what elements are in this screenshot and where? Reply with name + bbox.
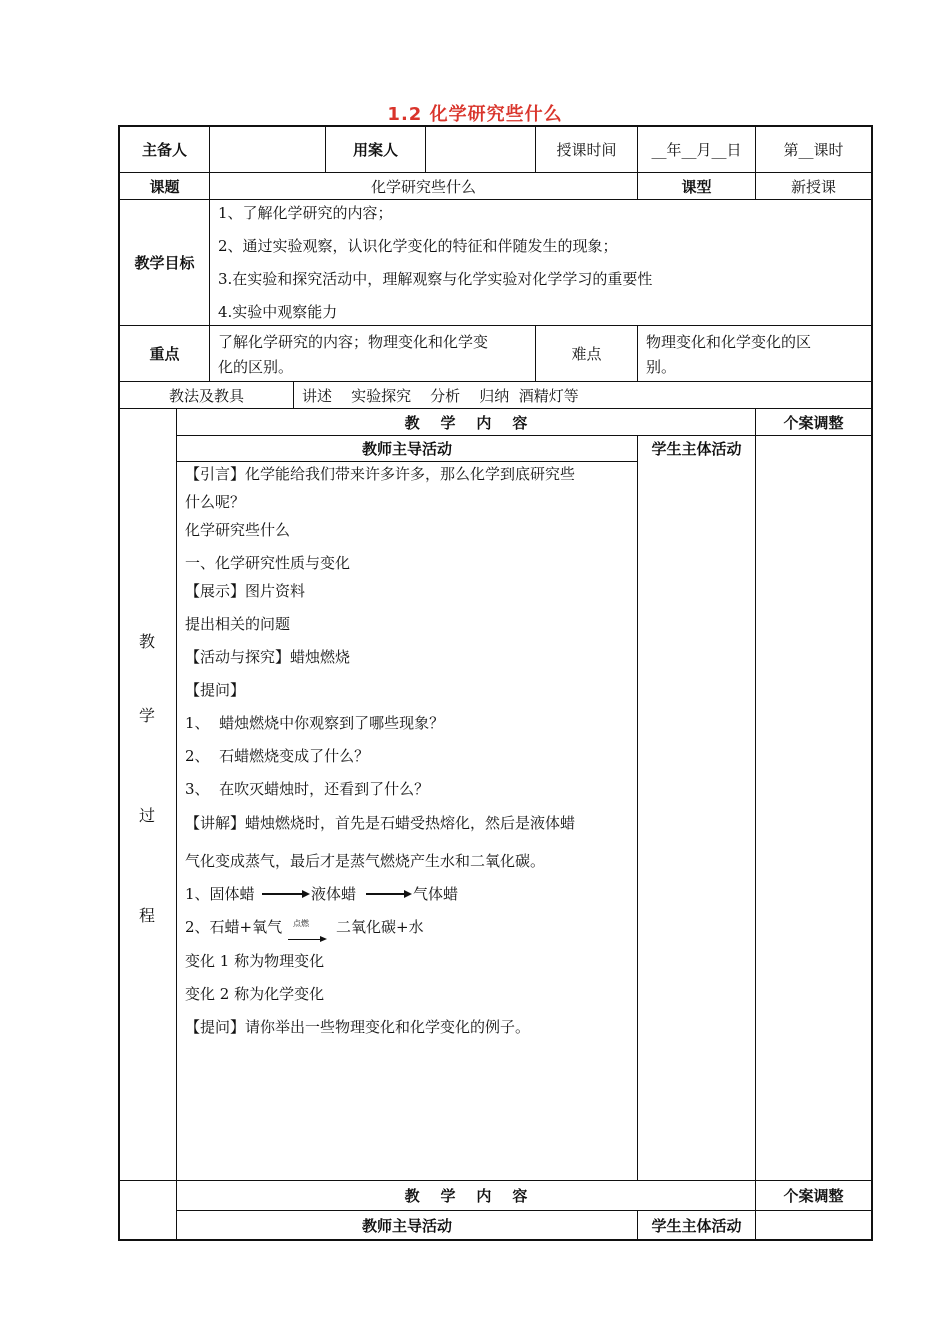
student-activity-header: 学生主体活动 [651, 440, 742, 458]
reaction-condition: 点燃 [293, 919, 309, 928]
arrow-icon [366, 893, 406, 895]
content-line: 变化 2 称为化学变化 [185, 985, 325, 1003]
equation-term: 二氧化碳+水 [336, 918, 424, 936]
date-field: __年__月__日 [651, 141, 742, 159]
objective-item: 1、了解化学研究的内容； [218, 204, 393, 222]
student-activity-header: 学生主体活动 [651, 1216, 742, 1235]
arrow-head-icon [404, 890, 412, 898]
arrow-icon [262, 893, 304, 895]
content-line: 变化 1 称为物理变化 [185, 952, 325, 970]
key-point-label: 重点 [149, 345, 180, 363]
objectives-label: 教学目标 [134, 254, 195, 272]
teacher-activity-header: 教师主导活动 [361, 1216, 452, 1235]
period-field: 第__课时 [783, 141, 844, 159]
content-line: 【展示】图片资料 [185, 582, 306, 600]
adjust-header: 个案调整 [783, 1187, 844, 1205]
content-line: 【引言】化学能给我们带来许多许多，那么化学到底研究些 [185, 465, 576, 483]
key-point-line: 了解化学研究的内容；物理变化和化学变 [218, 333, 489, 351]
user-value[interactable] [426, 127, 535, 172]
type-value: 新授课 [790, 177, 836, 196]
equation-term: 2、石蜡+氧气 [185, 918, 283, 936]
arrow-head-icon [302, 890, 310, 898]
content-line: 1、 蜡烛燃烧中你观察到了哪些现象？ [185, 714, 445, 732]
content-line: 气化变成蒸气，最后才是蒸气燃烧产生水和二氧化碳。 [185, 852, 546, 870]
content-line: 【提问】 [185, 681, 246, 699]
objective-item: 2、通过实验观察，认识化学变化的特征和伴随发生的现象； [218, 237, 618, 255]
type-label: 课型 [681, 177, 712, 196]
objective-item: 3.在实验和探究活动中，理解观察与化学实验对化学学习的重要性 [218, 270, 653, 288]
topic-value: 化学研究些什么 [370, 177, 476, 196]
arrow-icon [288, 939, 322, 940]
difficulty-line: 物理变化和化学变化的区 [646, 333, 812, 351]
content-line: 什么呢？ [185, 493, 246, 511]
topic-label: 课题 [149, 177, 180, 196]
methods-value: 讲述 实验探究 分析 归纳 酒精灯等 [302, 386, 579, 405]
content-line: 【活动与探究】蜡烛燃烧 [185, 648, 351, 666]
content-line: 3、 在吹灭蜡烛时，还看到了什么？ [185, 780, 430, 798]
document-title: 1.2 化学研究些什么 [387, 104, 563, 125]
equation-term: 1、固体蜡 [185, 885, 255, 903]
content-line: 提出相关的问题 [185, 615, 291, 633]
content-header: 教 学 内 容 [404, 1187, 528, 1205]
teacher-activity-header: 教师主导活动 [361, 440, 452, 458]
arrow-head-icon [320, 936, 327, 942]
process-side-char: 教 [139, 632, 156, 651]
adjust-header: 个案调整 [783, 413, 844, 432]
equation-term: 气体蜡 [413, 885, 459, 903]
time-label: 授课时间 [556, 141, 617, 159]
user-label: 用案人 [352, 141, 398, 159]
difficulty-label: 难点 [571, 345, 602, 363]
content-line: 【讲解】蜡烛燃烧时，首先是石蜡受热熔化，然后是液体蜡 [185, 814, 576, 832]
content-line: 一、化学研究性质与变化 [185, 554, 351, 572]
process-side-char: 程 [139, 906, 156, 925]
key-point-line: 化的区别。 [218, 358, 294, 376]
author-label: 主备人 [141, 141, 187, 159]
process-side-char: 过 [139, 806, 156, 825]
difficulty-line: 别。 [646, 358, 677, 376]
objective-item: 4.实验中观察能力 [218, 303, 338, 321]
content-line: 【提问】请你举出一些物理变化和化学变化的例子。 [185, 1018, 531, 1036]
content-line: 化学研究些什么 [185, 521, 291, 539]
equation-term: 液体蜡 [311, 885, 357, 903]
content-header: 教 学 内 容 [404, 413, 528, 432]
content-line: 2、 石蜡燃烧变成了什么？ [185, 747, 370, 765]
author-value[interactable] [210, 127, 325, 172]
methods-label: 教法及教具 [168, 386, 244, 405]
process-side-char: 学 [139, 706, 156, 725]
